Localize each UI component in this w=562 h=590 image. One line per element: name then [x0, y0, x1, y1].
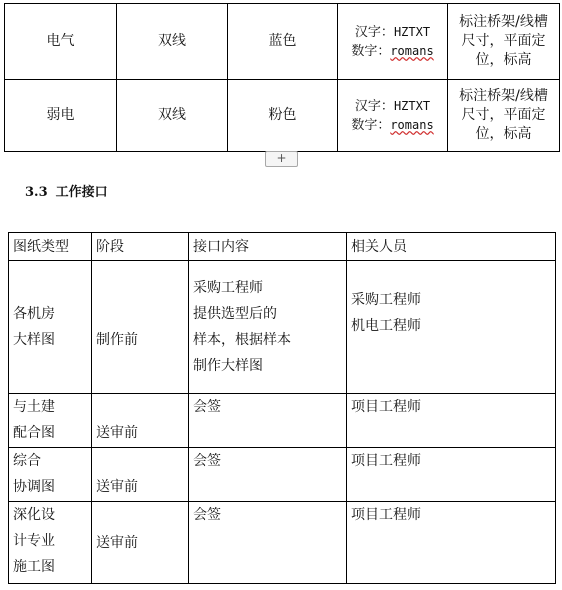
table-cell-note: 标注桥架/线槽 尺寸，平面定 位，标高	[448, 4, 560, 80]
font-num-line: 数字：romans	[351, 43, 434, 59]
cell-drawing-type: 深化设 计专业 施工图	[9, 502, 92, 584]
cell-drawing-type: 综合 协调图	[9, 448, 92, 502]
spellcheck-underlined-word: romans	[390, 43, 434, 58]
cell-related-people: 项目工程师	[347, 502, 556, 584]
cell-interface-content: 会签	[189, 394, 347, 448]
cell-stage: 送审前	[92, 448, 189, 502]
cell-interface-content: 会签	[189, 502, 347, 584]
table-row	[9, 261, 556, 394]
cell-related-people: 项目工程师	[347, 394, 556, 448]
table-row	[9, 394, 556, 448]
cell-drawing-type: 与土建 配合图	[9, 394, 92, 448]
table-cell-line: 双线	[117, 4, 228, 80]
cell-interface-content: 采购工程师 提供选型后的 样本，根据样本 制作大样图	[189, 261, 347, 394]
table-cell-type: 电气	[5, 4, 117, 80]
font-num-line: 数字：romans	[351, 117, 434, 133]
add-table-row-button[interactable]: +	[265, 151, 298, 167]
header-stage: 阶段	[92, 233, 189, 261]
header-related-people: 相关人员	[347, 233, 556, 261]
header-interface-content: 接口内容	[189, 233, 347, 261]
section-number: 3.3	[25, 185, 48, 200]
table-row	[5, 4, 560, 80]
table-cell-type: 弱电	[5, 80, 117, 152]
table-cell-note: 标注桥架/线槽 尺寸，平面定 位，标高	[448, 80, 560, 152]
cell-related-people: 项目工程师	[347, 448, 556, 502]
table-cell-font	[338, 4, 448, 80]
table-cell-color: 蓝色	[228, 4, 338, 80]
table-row	[9, 448, 556, 502]
cell-stage: 送审前	[92, 502, 189, 584]
table-cell-color: 粉色	[228, 80, 338, 152]
table-cell-line: 双线	[117, 80, 228, 152]
cell-related-people: 采购工程师 机电工程师	[347, 261, 556, 394]
table-row	[9, 502, 556, 584]
cell-drawing-type: 各机房 大样图	[9, 261, 92, 394]
table-row	[5, 80, 560, 152]
spellcheck-underlined-word: romans	[390, 117, 434, 132]
section-heading	[25, 181, 108, 200]
table-header-row	[9, 233, 556, 261]
header-drawing-type: 图纸类型	[9, 233, 92, 261]
drawing-standard-table	[4, 3, 560, 152]
work-interface-table	[8, 232, 556, 584]
cell-stage: 送审前	[92, 394, 189, 448]
font-cn-line: 汉字：HZTXT	[354, 98, 431, 114]
cell-stage: 制作前	[92, 261, 189, 394]
cell-interface-content: 会签	[189, 448, 347, 502]
section-title: 工作接口	[55, 185, 108, 200]
font-cn-line: 汉字：HZTXT	[354, 24, 431, 40]
table-cell-font	[338, 80, 448, 152]
